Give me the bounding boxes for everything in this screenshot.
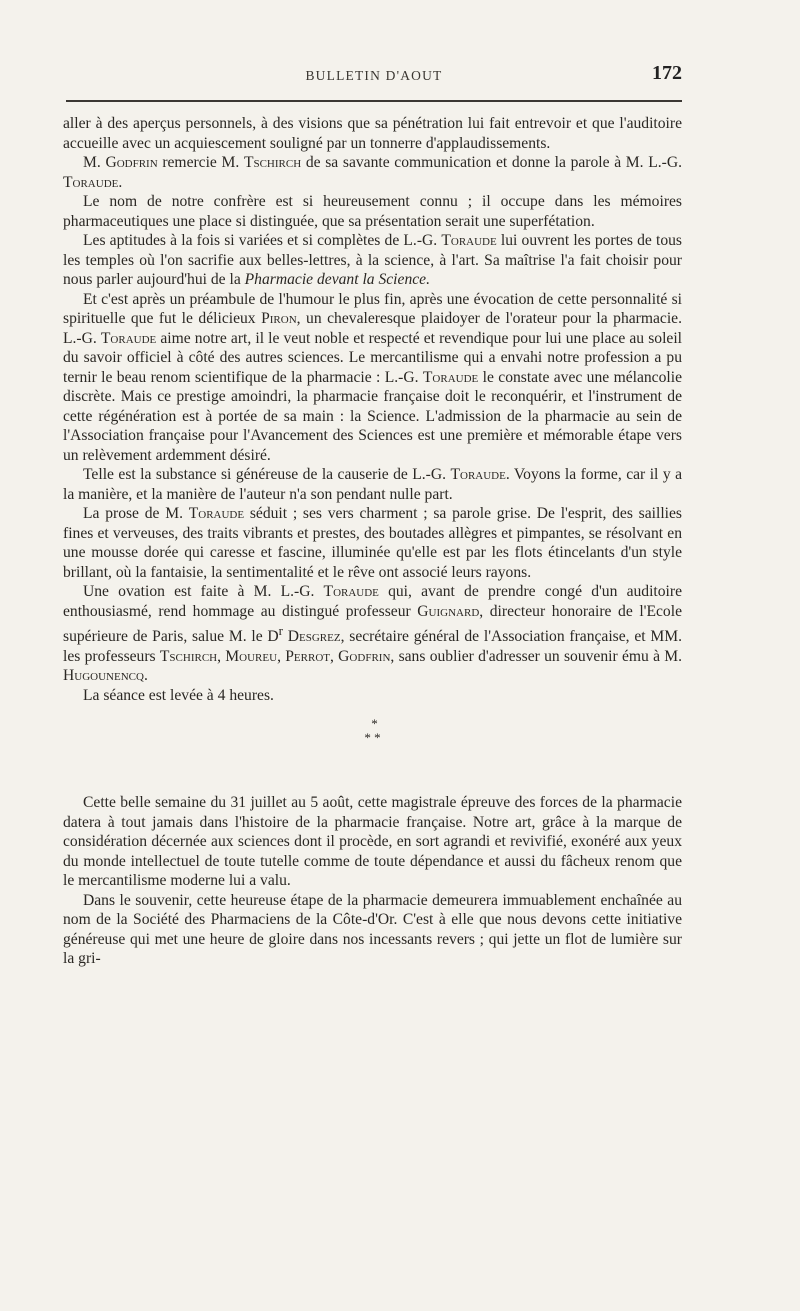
page-header <box>66 60 682 94</box>
name-guignard: Guignard <box>417 602 480 620</box>
name-tschirch: Tschirch <box>243 154 302 171</box>
name-godfrin: Godfrin <box>105 154 158 171</box>
name-hugounencq: Hugounencq <box>63 667 144 685</box>
name-toraude: Toraude <box>63 173 119 191</box>
paragraph-3: Le nom de notre confrère est si heureusement connu ; il occupe dans les mémoires pharmaceutiques une place si distinguée, que sa présentation serait une superfétation. <box>63 193 682 230</box>
name-desgrez: Desgrez <box>287 628 341 646</box>
section-separator <box>63 717 682 757</box>
asterism-top: * <box>371 716 378 732</box>
paragraph-1: aller à des aperçus personnels, à des visions que sa pénétration lui fait entrevoir et que l'auditoire accueille avec un acquiescement souligné par un tonnerre d'applaudissements. <box>63 115 682 152</box>
paragraph-5: Et c'est après un préambule de l'humour le plus fin, après une évocation de cette personnalité si spirituelle que fut le délicieux Piron, un chevaleresque plaidoyer de l'orateur pour la pharmacie. L.-G. Toraude aime notre art, il le veut noble et respecté et revendique pour lui une place au soleil du savoir officiel à côté des autres sciences. Le mercantilisme qui a envahi notre profession a pu ternir le beau renom scientifique de la pharmacie : L.-G. Toraude le constate avec une mélancolie discrète. Mais ce prestige amoindri, la pharmacie française doit le reconquérir, et l'instrument de cette régénération est à portée de sa main : la Science. L'admission de la pharmacie au sein de l'Association française pour l'Avancement des Sciences est une première et mémorable étape vers un relèvement ardemment désiré. <box>63 290 682 464</box>
paragraph-6: Telle est la substance si généreuse de la causerie de L.-G. Toraude. Voyons la forme, car il y a la manière, et la manière de l'auteur n'a son pendant nulle part. <box>63 466 682 503</box>
paragraph-10: Cette belle semaine du 31 juillet au 5 août, cette magistrale épreuve des forces de la pharmacie datera à tout jamais dans l'histoire de la pharmacie française. Notre art, grâce à la marque de considération décernée aux sciences dont il procède, en sort agrandi et revivifié, exonéré aux yeux du monde intellectuel de toute tutelle comme de toute dépendance et aussi du fâcheux renom que le mercantilisme moderne lui a valu. <box>63 794 682 890</box>
paragraph-8: Une ovation est faite à M. L.-G. Toraude qui, avant de prendre congé d'un auditoire enthousiasmé, rend hommage au distingué professeur Guignard, directeur honoraire de l'Ecole supérieure de Paris, salue M. le $D^r$ Desgrez, secrétaire général de l'Association française, et MM. les professeurs Tschirch, Moureu, Perrot, Godfrin, sans oublier d'adresser un souvenir ému à M. Hugounencq. <box>63 583 683 685</box>
asterism-bottom: * * <box>364 730 381 746</box>
name-piron: Piron <box>261 310 297 327</box>
name-moureu: Moureu <box>225 647 278 665</box>
paragraph-9: La séance est levée à 4 heures. <box>83 686 274 704</box>
paragraph-11: Dans le souvenir, cette heureuse étape de la pharmacie demeurera immuablement enchaînée au nom de la Société des Pharmaciens de la Côte-d'Or. C'est à elle que nous devons cette initiative généreuse qui met une heure de gloire dans nos incessants revers ; qui jette un flot de lumière sur la gri- <box>63 891 682 968</box>
paragraph-7: La prose de M. Toraude séduit ; ses vers charment ; sa parole grise. De l'esprit, des saillies fines et verveuses, des traits vibrants et prestes, des boutades allègres et pimpantes, se résolvant en une mousse dorée qui caresse et fascine, illuminée qu'elle est par les flots étincelants d'un style brillant, où la fantaisie, la sentimentalité et le rêve ont associé leurs rayons. <box>63 505 682 581</box>
body-text <box>63 114 682 969</box>
running-title: BULLETIN D'AOUT <box>305 68 443 83</box>
header-rule <box>66 100 682 102</box>
paragraph-4: Les aptitudes à la fois si variées et si complètes de L.-G. Toraude lui ouvrent les portes de tous les temples où l'on sacrifie aux belles-lettres, à la science, à l'art. Sa maîtrise l'a fait choisir pour nous parler aujourd'hui de la Pharmacie devant la Science. <box>63 232 682 288</box>
name-perrot: Perrot <box>285 647 330 665</box>
paragraph-2: M. Godfrin remercie M. Tschirch de sa savante communication et donne la parole à M. L.-G. Toraude. <box>63 154 682 191</box>
lecture-title: Pharmacie devant la Science. <box>244 271 430 288</box>
page-number: 172 <box>652 62 682 84</box>
